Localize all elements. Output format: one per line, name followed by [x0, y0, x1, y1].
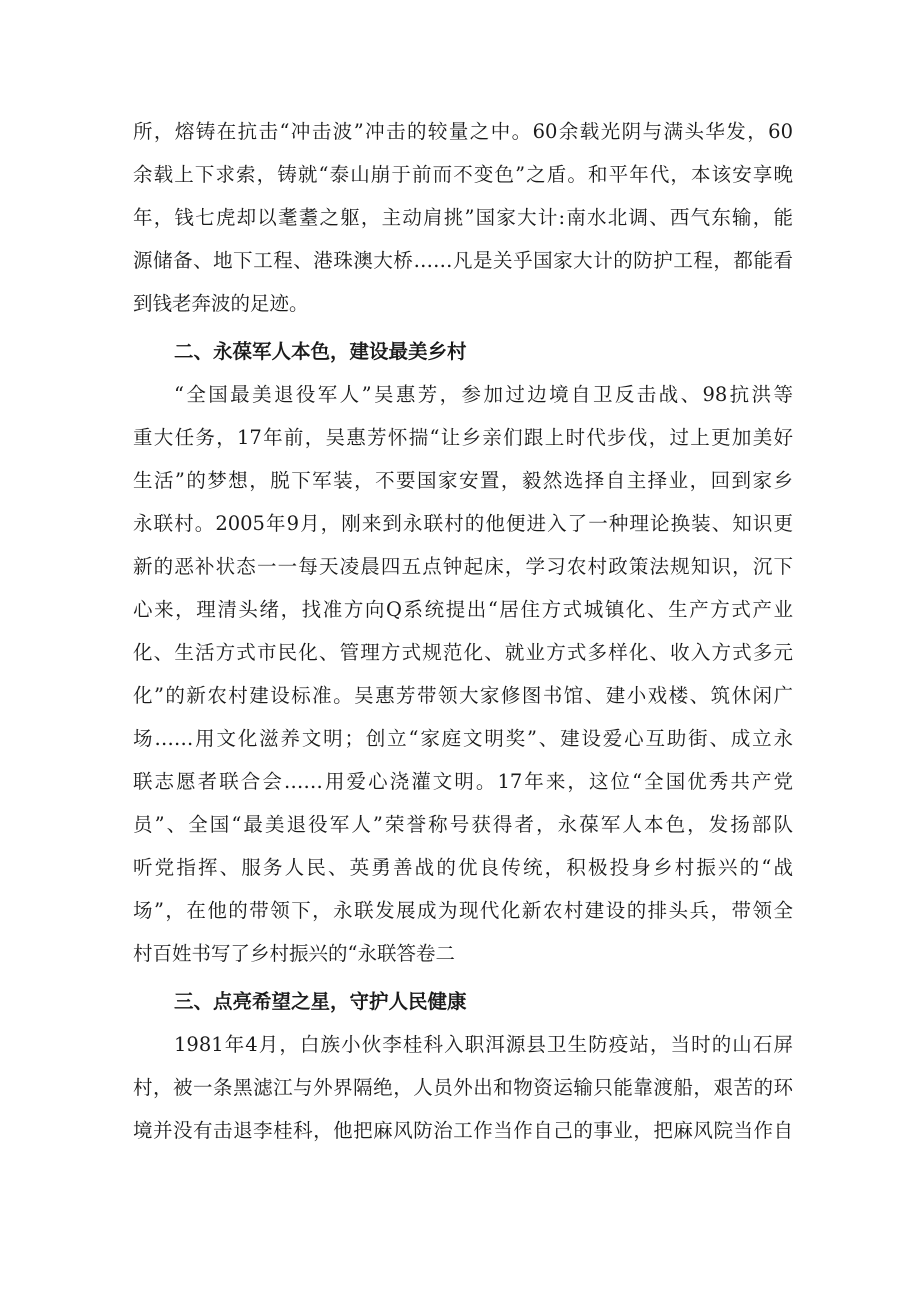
text-line: 重大任务，17年前，吴惠芳怀揣“让乡亲们跟上时代步伐，过上更加美好 — [133, 426, 793, 449]
text-line: 境并没有击退李桂科，他把麻风防治工作当作自己的事业，把麻风院当作自 — [133, 1119, 793, 1142]
text-line: 听党指挥、服务人民、英勇善战的优良传统，积极投身乡村振兴的“战 — [133, 856, 793, 879]
text-line: 化、生活方式市民化、管理方式规范化、就业方式多样化、收入方式多元 — [133, 641, 793, 664]
text-line: 心来，理清头绪，找准方向Q系统提出“居住方式城镇化、生产方式产业 — [133, 598, 793, 621]
text-line: 源储备、地下工程、港珠澳大桥……凡是关乎国家大计的防护工程，都能看 — [133, 249, 793, 272]
text-line: 新的恶补状态一一每天凌晨四五点钟起床，学习农村政策法规知识，沉下 — [133, 555, 793, 578]
text-line: 村，被一条黑滤江与外界隔绝，人员外出和物资运输只能靠渡船，艰苦的环 — [133, 1076, 793, 1099]
text-line: 所，熔铸在抗击“冲击波”冲击的较量之中。60余载光阴与满头华发，60 — [133, 120, 793, 143]
text-line: 场”，在他的带领下，永联发展成为现代化新农村建设的排头兵，带领全 — [133, 899, 793, 922]
text-line: 化”的新农村建设标准。吴惠芳带领大家修图书馆、建小戏楼、筑休闲广 — [133, 684, 793, 707]
text-line: 到钱老奔波的足迹。 — [133, 292, 309, 315]
section-heading-2: 二、永葆军人本色，建设最美乡村 — [174, 340, 467, 363]
text-line: 员”、全国“最美退役军人”荣誉称号获得者，永葆军人本色，发扬部队 — [133, 813, 793, 836]
text-line: 村百姓书写了乡村振兴的“永联答卷二 — [133, 942, 455, 965]
text-line: 场……用文化滋养文明；创立“家庭文明奖”、建设爱心互助街、成立永 — [133, 727, 793, 750]
text-line: “全国最美退役军人”吴惠芳，参加过边境自卫反击战、98抗洪等 — [174, 383, 793, 406]
text-line: 联志愿者联合会……用爱心浇灌文明。17年来，这位“全国优秀共产党 — [133, 770, 793, 793]
text-line: 年，钱七虎却以耄耋之躯，主动肩挑”国家大计:南水北调、西气东输，能 — [133, 206, 793, 229]
section-heading-3: 三、点亮希望之星，守护人民健康 — [174, 990, 467, 1013]
text-line: 生活”的梦想，脱下军装，不要国家安置，毅然选择自主择业，回到家乡 — [133, 469, 793, 492]
text-line: 1981年4月，白族小伙李桂科入职洱源县卫生防疫站，当时的山石屏 — [174, 1033, 793, 1056]
text-line: 永联村。2005年9月，刚来到永联村的他便进入了一种理论换装、知识更 — [133, 512, 793, 535]
text-line: 余载上下求索，铸就“泰山崩于前而不变色”之盾。和平年代，本该安享晚 — [133, 163, 793, 186]
